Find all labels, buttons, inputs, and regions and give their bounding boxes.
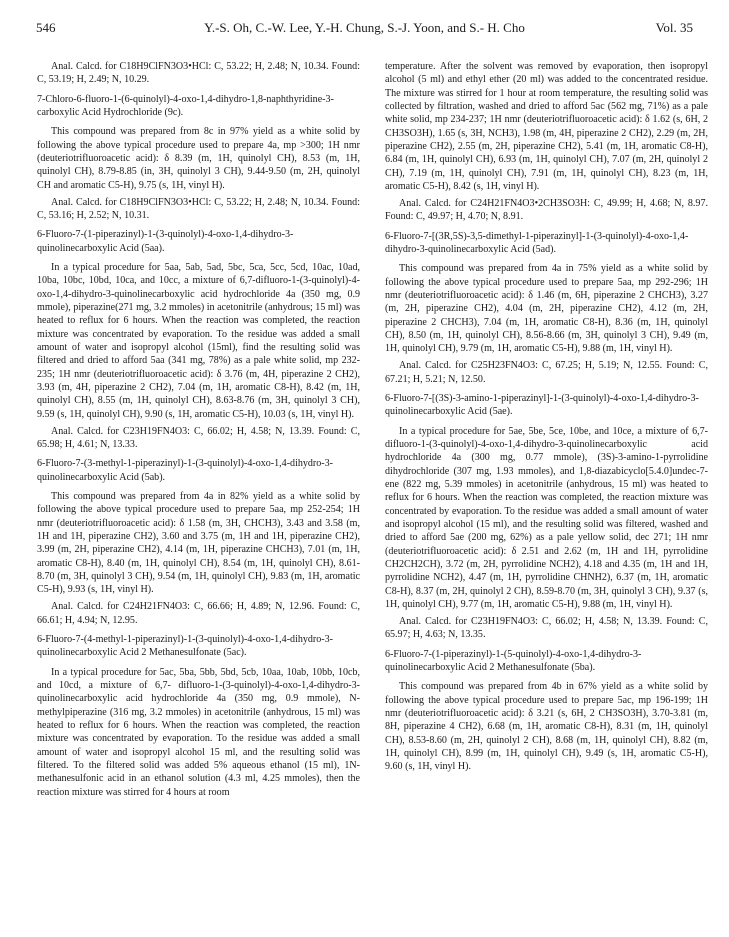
volume-label: Vol. 35 xyxy=(655,20,693,35)
page-number: 546 xyxy=(36,20,56,35)
compound-heading: 6-Fluoro-7-(1-piperazinyl)-1-(5-quinolyl)-4-oxo-1,4-dihydro-3-quinolinecarboxylic Acid 2 Methanesulfonate (5ba). xyxy=(385,648,642,673)
compound-heading: 6-Fluoro-7-(1-piperazinyl)-1-(3-quinolyl)-4-oxo-1,4-dihydro-3-quinolinecarboxylic Acid (5aa). xyxy=(37,229,294,254)
analysis-paragraph: Anal. Calcd. for C25H23FN4O3: C, 67.25; H, 5.19; N, 12.55. Found: C, 67.21; H, 5.21; N, 12.50. xyxy=(385,360,708,385)
procedure-continuation: temperature. After the solvent was removed by evaporation, then isopropyl alcohol (5 ml) and ethyl ether (20 ml) was added to the concentrated residue. The mixture was stirred for 1 hour at room temperature, the resulting solid was collected by filtration, washed and dried to afford 5ac (562 mg, 71%) as a pale white solid, mp 234-237; 1H nmr (deuteriotrifluoroacetic acid): δ 1.62 (s, 6H, 2 CH3SO3H), 1.65 (s, 3H, NCH3), 1.98 (m, 4H, piperazine 2 CH2), 2.29 (m, 2H, piperazine CH2), 2.55 (m, 2H, piperazine CH2), 5.41 (m, 1H, aromatic C8-H), 6.84 (m, 1H, quinolyl CH), 6.93 (m, 1H, quinolyl CH), 7.07 (m, 2H, quinolyl 2 CH), 7.19 (m, 1H, quinolyl CH), 7.91 (m, 1H, quinolyl CH), 8.23 (m, 1H, aromatic C5-H), 8.42 (s, 1H, vinyl H). xyxy=(385,61,708,193)
analysis-paragraph: Anal. Calcd. for C24H21FN4O3: C, 66.66; H, 4.89; N, 12.96. Found: C, 66.61; H, 4.94; N, 12.95. xyxy=(37,601,360,626)
procedure-paragraph: In a typical procedure for 5ae, 5be, 5ce, 10be, and 10ce, a mixture of 6,7-difluoro-1-(3-quinolyl)-4-oxo-1,4-dihydro-3-quinolinecarboxylic acid hydrochloride 4a (300 mg, 0.77 mmole), (3S)-3-amino-1-pyrrolidine dihydrochloride (307 mg, 1.93 mmoles), and 1,8-diazabicyclo[5.4.0]undec-7-ene (822 mg, 5.39 mmoles) in acetonitrile (anhydrous, 15 ml) was heated to reflux for 6 hours. When the reaction was completed, the reaction mixture was concentrated by evaporation. To the residue was added a small amount of water and isopropyl alcohol (15 ml), and the resulting solid was filtered, washed and dried to afford 5ae (200 mg, 62%) as a pale yellow solid, dec 271; 1H nmr (deuteriotrifluoroacetic acid): δ 2.51 and 2.62 (m, 1H and 1H, pyrrolidine CH2CH2CH), 3.72 (m, 2H, pyrrolidine NCH2), 4.18 and 4.35 (m, 1H and 1H, pyrrolidine NCH2), 4.47 (m, 1H, pyrrolidine CHNH2), 6.37 (m, 1H, aromatic C8-H), 8.37 (m, 2H, quinolyl 2 CH), 8.59-8.70 (m, 3H, quinolyl 3 CH), 9.37 (s, 1H, quinolyl CH), 9.77 (m, 1H, aromatic C5-H), 9.88 (m, 1H, vinyl H). xyxy=(385,425,708,611)
left-column xyxy=(37,60,360,803)
compound-heading: 6-Fluoro-7-[(3R,5S)-3,5-dimethyl-1-piperazinyl]-1-(3-quinolyl)-4-oxo-1,4-dihydro-3-quinolinecarboxylic Acid (5ad). xyxy=(385,230,689,255)
compound-heading: 6-Fluoro-7-(3-methyl-1-piperazinyl)-1-(3-quinolyl)-4-oxo-1,4-dihydro-3-quinolinecarboxylic Acid (5ab). xyxy=(37,458,334,483)
running-authors: Y.-S. Oh, C.-W. Lee, Y.-H. Chung, S.-J. Yoon, and S.- H. Cho xyxy=(204,20,525,35)
analysis-paragraph: Anal. Calcd. for C23H19FN4O3: C, 66.02; H, 4.58; N, 13.39. Found: C, 65.97; H, 4.63; N, 13.35. xyxy=(385,615,708,641)
analysis-paragraph: Anal. Calcd. for C18H9ClFN3O3•HCl: C, 53.22; H, 2.48; N, 10.34. Found: C, 53.16; H, 2.52; N, 10.31. xyxy=(37,196,360,221)
analysis-paragraph: Anal. Calcd. for C18H9ClFN3O3•HCl: C, 53.22; H, 2.48; N, 10.34. Found: C, 53.19; H, 2.49; N, 10.29. xyxy=(37,61,360,86)
compound-heading: 7-Chloro-6-fluoro-1-(6-quinolyl)-4-oxo-1,4-dihydro-1,8-naphthyridine-3-carboxylic Acid Hydrochloride (9c). xyxy=(37,93,334,119)
analysis-paragraph: Anal. Calcd. for C24H21FN4O3•2CH3SO3H: C, 49.99; H, 4.68; N, 8.97. Found: C, 49.97; H, 4.70; N, 8.91. xyxy=(385,197,708,223)
compound-heading: 6-Fluoro-7-(4-methyl-1-piperazinyl)-1-(3-quinolyl)-4-oxo-1,4-dihydro-3-quinolinecarboxylic Acid 2 Methanesulfonate (5ac). xyxy=(37,633,334,659)
procedure-paragraph: This compound was prepared from 8c in 97% yield as a white solid by following the above typical procedure used to prepare 4a, mp >300; 1H nmr (deuteriotrifluoroacetic acid): δ 8.39 (m, 1H, quinolyl CH), 8.53 (m, 1H, quinolyl CH), 8.79-8.85 (in, 3H, quinolyl 3 CH), 9.44-9.50 (m, 2H, quinolyl CH and aromatic C5-H), 9.75 (s, 1H, vinyl H). xyxy=(37,126,360,191)
procedure-paragraph: This compound was prepared from 4b in 67% yield as a white solid by following the above typical procedure used to prepare 5ac, mp 196-199; 1H nmr (deuteriotrifluoroacetic acid): δ 3.21 (s, 6H, 2 CH3SO3H), 3.70-3.81 (m, 8H, piperazine 4 CH2), 6.68 (m, 1H, aromatic C8-H), 8.31 (m, 1H, quinolyl CH), 8.53-8.60 (m, 2H, quinolyl 2 CH), 8.68 (m, 1H, quinolyl CH), 8.82 (m, 1H, quinolyl CH), 8.99 (m, 1H, quinolyl CH), 9.49 (s, 1H, aromatic C5-H), 9.60 (s, 1H, vinyl H). xyxy=(385,681,708,773)
compound-heading: 6-Fluoro-7-[(3S)-3-amino-1-piperazinyl]-1-(3-quinolyl)-4-oxo-1,4-dihydro-3-quinolinecarboxylic Acid (5ae). xyxy=(385,392,699,418)
procedure-paragraph: This compound was prepared from 4a in 75% yield as a white solid by following the above typical procedure used to prepare 5aa, mp 292-296; 1H nmr (deuteriotrifluoroacetic acid): δ 1.46 (m, 6H, piperazine 2 CHCH3), 3.27 (m, 2H, piperazine CH2), 4.04 (m, 2H, piperazine CH2), 4.12 (m, 2H, piperazine 2 CHCH3), 7.04 (m, 1H, aromatic C8-H), 8.36 (m, 1H, quinolyl CH), 8.50 (m, 1H, quinolyl CH), 8.56-8.66 (m, 3H, quinolyl 3 CH), 9.49 (m, 1H, quinolyl CH), 9.79 (m, 1H, aromatic C5-H), 9.88 (m, 1H, vinyl H). xyxy=(385,263,708,355)
right-column xyxy=(385,60,708,777)
procedure-paragraph: In a typical procedure for 5ac, 5ba, 5bb, 5bd, 5cb, 10aa, 10ab, 10bb, 10cb, and 10cd, a mixture of 6,7- difluoro-1-(3-quinolyl)-4-oxo-1,4-dihydro-3-quinolinecarboxylic acid hydrochloride 4a (350 mg, 0.9 mmole), N-methylpiperazine (316 mg, 3.2 mmoles) in acetonitrile (anhydrous, 15 ml) was heated to reflux for 6 hours. When the reaction was completed, the reaction mixture was concentrated by evaporation. To the residue was added a small amount of water and isopropyl alcohol 15 ml, and the resulting solid was filtered. To the filtered solid was added 5% aqueous ethanol (15 ml), 1N- methanesulfonic acid in an ethanol solution (4.3 ml, 4.25 mmoles), then the reaction mixture was stirred for 4 hours at room xyxy=(37,666,360,798)
analysis-paragraph: Anal. Calcd. for C23H19FN4O3: C, 66.02; H, 4.58; N, 13.39. Found: C, 65.98; H, 4.61; N, 13.33. xyxy=(37,425,360,450)
procedure-paragraph: This compound was prepared from 4a in 82% yield as a white solid by following the above typical procedure used to prepare 5aa, mp 252-254; 1H nmr (deuteriotrifluoroacetic acid): δ 1.58 (m, 3H, CHCH3), 3.43 and 3.58 (m, 1H and 1H, piperazine CH2), 3.60 and 3.75 (m, 1H and 1H, piperazine CH2), 3.99 (m, 2H, piperazine CH2), 4.14 (m, 1H, piperazine CHCH3), 7.01 (m, 1H, aromatic C8-H), 8.40 (m, 1H, quinolyl CH), 8.54 (m, 1H, quinolyl CH), 8.61- 8.70 (m, 3H, quinolyl 3 CH), 9.54 (m, 1H, quinolyl CH), 9.83 (m, 1H, aromatic C5-H), 9.93 (s, 1H, vinyl H). xyxy=(37,490,360,596)
procedure-paragraph: In a typical procedure for 5aa, 5ab, 5ad, 5bc, 5ca, 5cc, 5cd, 10ac, 10ad, 10ba, 10bc, 10bd, 10ca, and 10cc, a mixture of 6,7-difluoro-1-(3-quinolyl)-4-oxo-1,4-dihydro-3-quinolinecarboxylic acid hydrochloride 4a (350 mg, 0.9 mmole), piperazine(271 mg, 3.2 mmoles) in acetonitrile (anhydrous; 15 ml) was heated to reflux for 6 hours. When the reaction was completed, the reaction mixture was concentrated by evaporation. To the residue was added a small amount of water and isopropyl alcohol (15ml), find the resulting solid was filtered and dried to afford 5aa (341 mg, 78%) as a pale white solid, mp 232-235; 1H nmr (deuteriotrifluoroacetic acid): δ 3.76 (m, 4H, piperazine 2 CH2), 3.93 (m, 4H, piperazine 2 CH2), 7.04 (m, 1H, aromatic C8-H), 8.42 (m, 1H, quinolyl CH), 8.55 (m, 1H, quinolyl CH), 8.63-8.76 (m, 3H, quinolyl 3 CH), 9.59 (s, 1H, quinolyl CH), 9.90 (s, 1H, aromatic C5-H), 10.03 (s, 1H, vinyl H). xyxy=(37,261,360,420)
running-header xyxy=(36,20,693,40)
